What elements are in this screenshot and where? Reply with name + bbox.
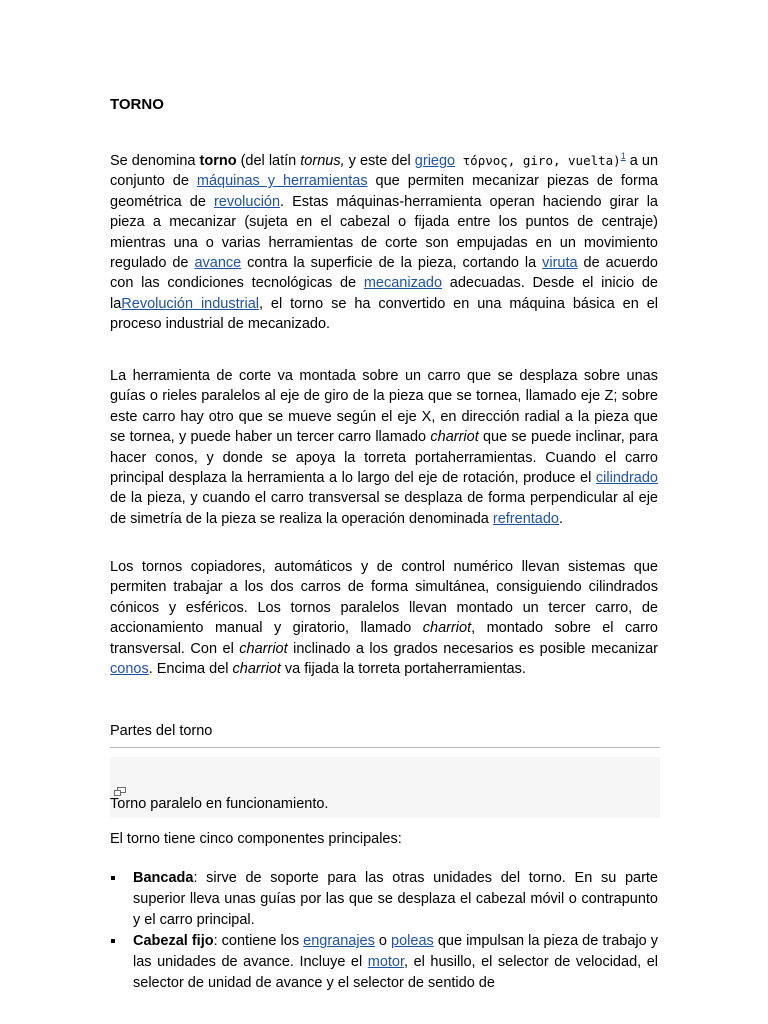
link-viruta[interactable]: viruta [542,255,578,272]
term-bancada: Bancada [133,870,194,886]
text: . [558,510,564,527]
list-item [110,868,658,930]
link-revolucion-industrial[interactable]: Revolución industrial [121,295,259,312]
text: que se puede inclinar, para hacer conos, y donde se apoya la torreta portaherramientas. Cuando el carro principal desplaza la herramienta a lo largo del eje de rotación, produce el [110,429,658,487]
document-title: TORNO [110,96,164,113]
text: : sirve de soporte para las otras unidades del torno. En su parte superior lleva unas guías por las que se desplaza el cabezal móvil o contrapunto y el carro principal. [133,870,658,928]
link-poleas[interactable]: poleas [391,933,434,950]
term-tornus: tornus, [300,153,345,169]
components-list [110,868,658,995]
term-charriot: charriot [232,661,281,678]
section-divider [110,747,660,748]
text: va fijada la torreta portaherramientas. [280,661,526,678]
text: a un conjunto de [110,153,659,190]
link-mecanizado[interactable]: mecanizado [363,275,443,292]
text: que impulsan la pieza de trabajo y las unidades de avance. Incluye el [133,933,658,971]
text: , montado sobre el carro transversal. Con el [110,620,658,657]
term-charriot: charriot [239,640,288,657]
list-item [110,931,658,993]
link-cilindrado[interactable]: cilindrado [595,470,658,487]
text: Los tornos copiadores, automáticos y de control numérico llevan sistemas que permiten trabajar a los dos carros de forma simultánea, consiguiendo cilindrados cónicos y esféricos. Los tornos paralelos llevan montado un tercer carro, de accionamiento manual y giratorio, llamado [110,559,658,637]
text: que permiten mecanizar piezas de forma geométrica de [110,173,658,210]
components-intro: El torno tiene cinco componentes principales: [110,831,402,847]
text: , el torno se ha convertido en una máquina básica en el proceso industrial de mecanizado. [110,295,659,333]
text: Se denomina [110,153,200,169]
paragraph-intro [110,151,658,335]
text: (del latín [236,153,301,169]
term-torno: torno [199,153,237,169]
link-avance[interactable]: avance [194,255,242,272]
paragraph-tornos-copiadores [110,557,658,679]
greek-etymology: τόρνος, giro, vuelta) [455,153,621,168]
term-cabezal-fijo: Cabezal fijo [133,933,214,950]
link-conos[interactable]: conos [110,661,149,678]
text: . Estas máquinas-herramienta operan haciendo girar la pieza a mecanizar (sujeta en el cabezal o fijada entre los puntos de centraje) mientras una o varias herramientas de corte son empujadas en un movimiento regulado de [110,193,658,272]
bullet-icon [111,876,115,880]
bullet-icon [111,939,115,943]
text: inclinado a los grados necesarios es posible mecanizar [287,640,658,657]
link-motor[interactable]: motor [367,954,405,971]
text: La herramienta de corte va montada sobre un carro que se desplaza sobre unas guías o rieles paralelos al eje de giro de la pieza que se tornea, llamado eje Z; sobre este carro hay otro que se mueve según el eje X, en dirección radial a la pieza que se tornea, y puede haber un tercer carro llamado [110,368,658,446]
text: adecuadas. Desde el inicio de la [110,275,658,312]
text: , el husillo, el selector de velocidad, el selector de unidad de avance y el selector de sentido de [133,954,658,991]
figure-box [110,757,660,818]
text: de la pieza, y cuando el carro transversal se desplaza de forma perpendicular al eje de simetría de la pieza se realiza la operación denominada [110,490,658,527]
footnote-link-1[interactable]: 1 [620,151,626,162]
paragraph-carros [110,366,658,529]
text: y este del [344,153,415,169]
text: de acuerdo con las condiciones tecnológicas de [110,255,658,292]
text: o [374,933,392,950]
term-charriot: charriot [430,429,479,446]
link-griego[interactable]: griego [414,153,456,169]
text: contra la superficie de la pieza, cortando la [241,255,543,272]
section-heading: Partes del torno [110,723,213,739]
term-charriot: charriot [422,620,472,637]
text: . Encima del [148,661,233,678]
link-revolucion[interactable]: revolución [213,193,281,210]
link-refrentado[interactable]: refrentado [492,510,559,527]
link-engranajes[interactable]: engranajes [303,933,375,950]
figure-caption: Torno paralelo en funcionamiento. [110,796,329,812]
text: : contiene los [213,933,304,950]
link-maquinas-herramientas[interactable]: máquinas y herramientas [196,173,368,190]
